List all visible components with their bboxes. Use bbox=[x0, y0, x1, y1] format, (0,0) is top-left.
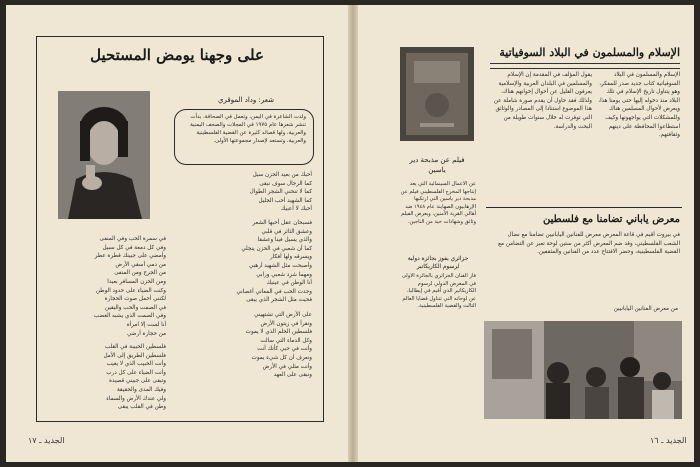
binding-gutter bbox=[348, 5, 358, 462]
poem-line: فحيث مثل الشجر الذي يبقى bbox=[246, 297, 312, 304]
poem-line: أحبك من بعيد الحزن سيل bbox=[252, 172, 312, 178]
poem-line: لكنني أحمل صوت الحجارة bbox=[104, 296, 166, 303]
poem-col-left-2 bbox=[48, 343, 166, 412]
poem-line: من دمي أسقي الأرض bbox=[115, 261, 166, 268]
poem-line: أنا لست إلا امرأة bbox=[126, 321, 166, 328]
intro-paragraph: ولدت الشاعرة في اليمن، وتعمل في الصحافة، بدأت تنشر شعرها عام ١٩٧٥ في المجلات والصحف اليمنية والعربية، ولها قصائد كثيرة عن القضية الفلسطينية والعربية، وتستعد لإصدار مجموعتها الأولى. bbox=[190, 114, 306, 144]
poem-line: في سمرة الحب وفي المنفى bbox=[99, 236, 166, 242]
exhibition-photo bbox=[484, 321, 682, 419]
poem-line: وأصبحت مثل الشهيد أرهبي bbox=[248, 262, 312, 269]
poem-line: فلسطين الحلم الذي لا يموت bbox=[245, 329, 312, 336]
poem-line: وجدت الحب في المعاني أغصاني bbox=[236, 288, 312, 295]
poem-line: وعشق الثائر في قلبي bbox=[261, 228, 312, 235]
article1-col-right: الإسلام والمسلمون في البلاد السوفياتية كتاب جديد صدر للمفكر، وهو يتناول تاريخ الإسلام في تلك البلاد منذ دخوله إليها حتى يومنا هذا، ويعرض لأحوال المسلمين هناك وللمشكلات التي يواجهونها وكيف استطاعوا المحافظة على دينهم وثقافتهم. bbox=[598, 72, 680, 139]
left-page bbox=[6, 5, 348, 462]
poet-photo bbox=[58, 91, 150, 219]
poem-line: كما أن شعبي في الحزن ينجلي bbox=[241, 245, 312, 252]
intro-box bbox=[174, 109, 314, 165]
poem-line: وأنت الحبيب الذي لا يغيب bbox=[106, 361, 166, 368]
poem-col-left bbox=[48, 235, 166, 338]
poem-line: فلسطين الحبيبة في القلب bbox=[104, 344, 166, 350]
poem-line: وأنت الضياء على كل درب bbox=[106, 369, 166, 376]
section-divider bbox=[486, 207, 682, 208]
poem-line: وأنت مثلي في الأرض bbox=[262, 363, 312, 370]
poem-line: من حجارة أرضي bbox=[127, 330, 166, 337]
sidebar-text-2: فاز الفنان الجزائري بالجائزة الأولى في المعرض الدولي لرسوم الكاريكاتير الذي أقيم في إيطاليا، عن لوحاته التي تتناول قضايا العالم الثالث والقضية الفلسطينية. bbox=[401, 273, 476, 310]
article2-text: في بيروت أقيم في قاعة المعرض معرض للفنانين اليابانيين تضامنا مع نضال الشعب الفلسطيني، وقد ضم المعرض أكثر من ستين لوحة تعبر عن التضامن مع القضية الفلسطينية، وحضر الافتتاح عدد من الفنانين والمثقفين. bbox=[498, 232, 680, 256]
book-cover-photo bbox=[400, 47, 474, 141]
poem-line: فسبحان عقل أحبها الشعر bbox=[252, 220, 312, 226]
right-page-footer: الجديد ـ ١٦ bbox=[650, 436, 687, 445]
poem-line: ونبقى على العهد bbox=[273, 372, 312, 379]
poem-title: على وجهنا يومض المستحيل bbox=[90, 46, 264, 64]
poem-line: أحبك لا أعبيك bbox=[280, 206, 312, 213]
poet-credit: شعر: وداد الموقري bbox=[218, 96, 274, 104]
sidebar-heading: فيلم عن مذبحة دير ياسين bbox=[409, 156, 465, 174]
title-ornament bbox=[490, 63, 680, 69]
poem-line: وفيك المدى والحقيقة bbox=[116, 386, 166, 393]
article1-title: الإسلام والمسلمون في البلاد السوفياتية bbox=[499, 46, 680, 59]
poem-line: والذي يسيل فينا وعشقا bbox=[257, 237, 312, 244]
photo-caption: من معرض الفنانين اليابانيين bbox=[613, 306, 678, 312]
poem-line: ونعرف أن كل شيء يموت bbox=[251, 354, 312, 361]
article2-title: معرض ياباني تضامنا مع فلسطين bbox=[543, 214, 680, 225]
poem-line: وأنت في حبي كأنك أنت bbox=[257, 346, 312, 353]
poem-line: من الجرح ومن المنفى bbox=[114, 270, 166, 277]
poem-line: فلسطين الطريق إلى الأمل bbox=[103, 352, 166, 359]
article1-col-middle: يقول المؤلف في المقدمة إن الإسلام والمسلمين في البلدان العربية والإسلامية يعرفون القليل عن أحوال إخوانهم هناك، ولذلك فقد حاول أن يقدم صورة شاملة عن هذا الموضوع استنادا إلى المصادر والوثائق التي توفرت له خلال سنوات طويلة من البحث والدراسة. bbox=[493, 72, 592, 130]
poem-line: وأمضي على جبينك قطرة عطر bbox=[94, 253, 166, 260]
poem-line: في الصمت والحب واليقين bbox=[105, 304, 166, 311]
poem-line: ونقرأ في زيتون الأرض bbox=[260, 320, 312, 327]
poem-line: كما الرجال سوف نبقى bbox=[259, 180, 312, 187]
sidebar-heading-2: جزائري يفوز بجائزة دولية لرسوم الكاريكاتير bbox=[407, 256, 469, 270]
poem-line: ومهما شرد شعبي ورابي bbox=[256, 271, 312, 278]
poem-line: وفي الصمت الذي يشبه الغضب bbox=[93, 313, 166, 320]
poem-line: كما الشهيد أحب الجليل bbox=[258, 197, 312, 204]
poem-line: وتبقى على جبيني قصيدة bbox=[109, 378, 166, 385]
poem-line: على الأرض التي تشتهيني bbox=[254, 312, 312, 318]
poem-line: وكل الدماء التي سالت bbox=[260, 337, 312, 344]
poem-line: وكنت الضياء على حدود الوطن bbox=[95, 287, 166, 294]
right-page bbox=[358, 5, 694, 462]
sidebar-text: عن الأعمال السينمائية التي يعد إنتاجها المخرج الفلسطيني فيلم عن مذبحة دير ياسين التي ارتكبها الإرهابيون الصهاينة عام ١٩٤٨ ضد أهالي القرية الآمنين، ويعرض الفيلم وثائق وشهادات حية من الناجين. bbox=[400, 181, 476, 225]
poem-line: ومن الحزن المسافر بعيدا bbox=[107, 278, 166, 285]
poem-line: كما لا تنحني الشجر الطوال bbox=[249, 189, 312, 196]
poem-line: أنا الوطن في عينيك bbox=[266, 280, 312, 287]
poem-line: ويسرقه ولها أفكار bbox=[270, 254, 312, 261]
left-page-footer: الجديد ـ ١٧ bbox=[28, 436, 65, 445]
magazine-spread bbox=[6, 5, 694, 462]
poem-stanza-3 bbox=[174, 311, 312, 380]
poem-line: وطن في القلب يبقى bbox=[117, 404, 166, 411]
poem-stanza-1 bbox=[174, 171, 312, 214]
poem-line: وفي كل دمعة في كل سبيل bbox=[102, 244, 166, 251]
poem-line: ولي عندك الأرض والسماء bbox=[106, 395, 166, 402]
poem-stanza-2 bbox=[174, 219, 312, 305]
